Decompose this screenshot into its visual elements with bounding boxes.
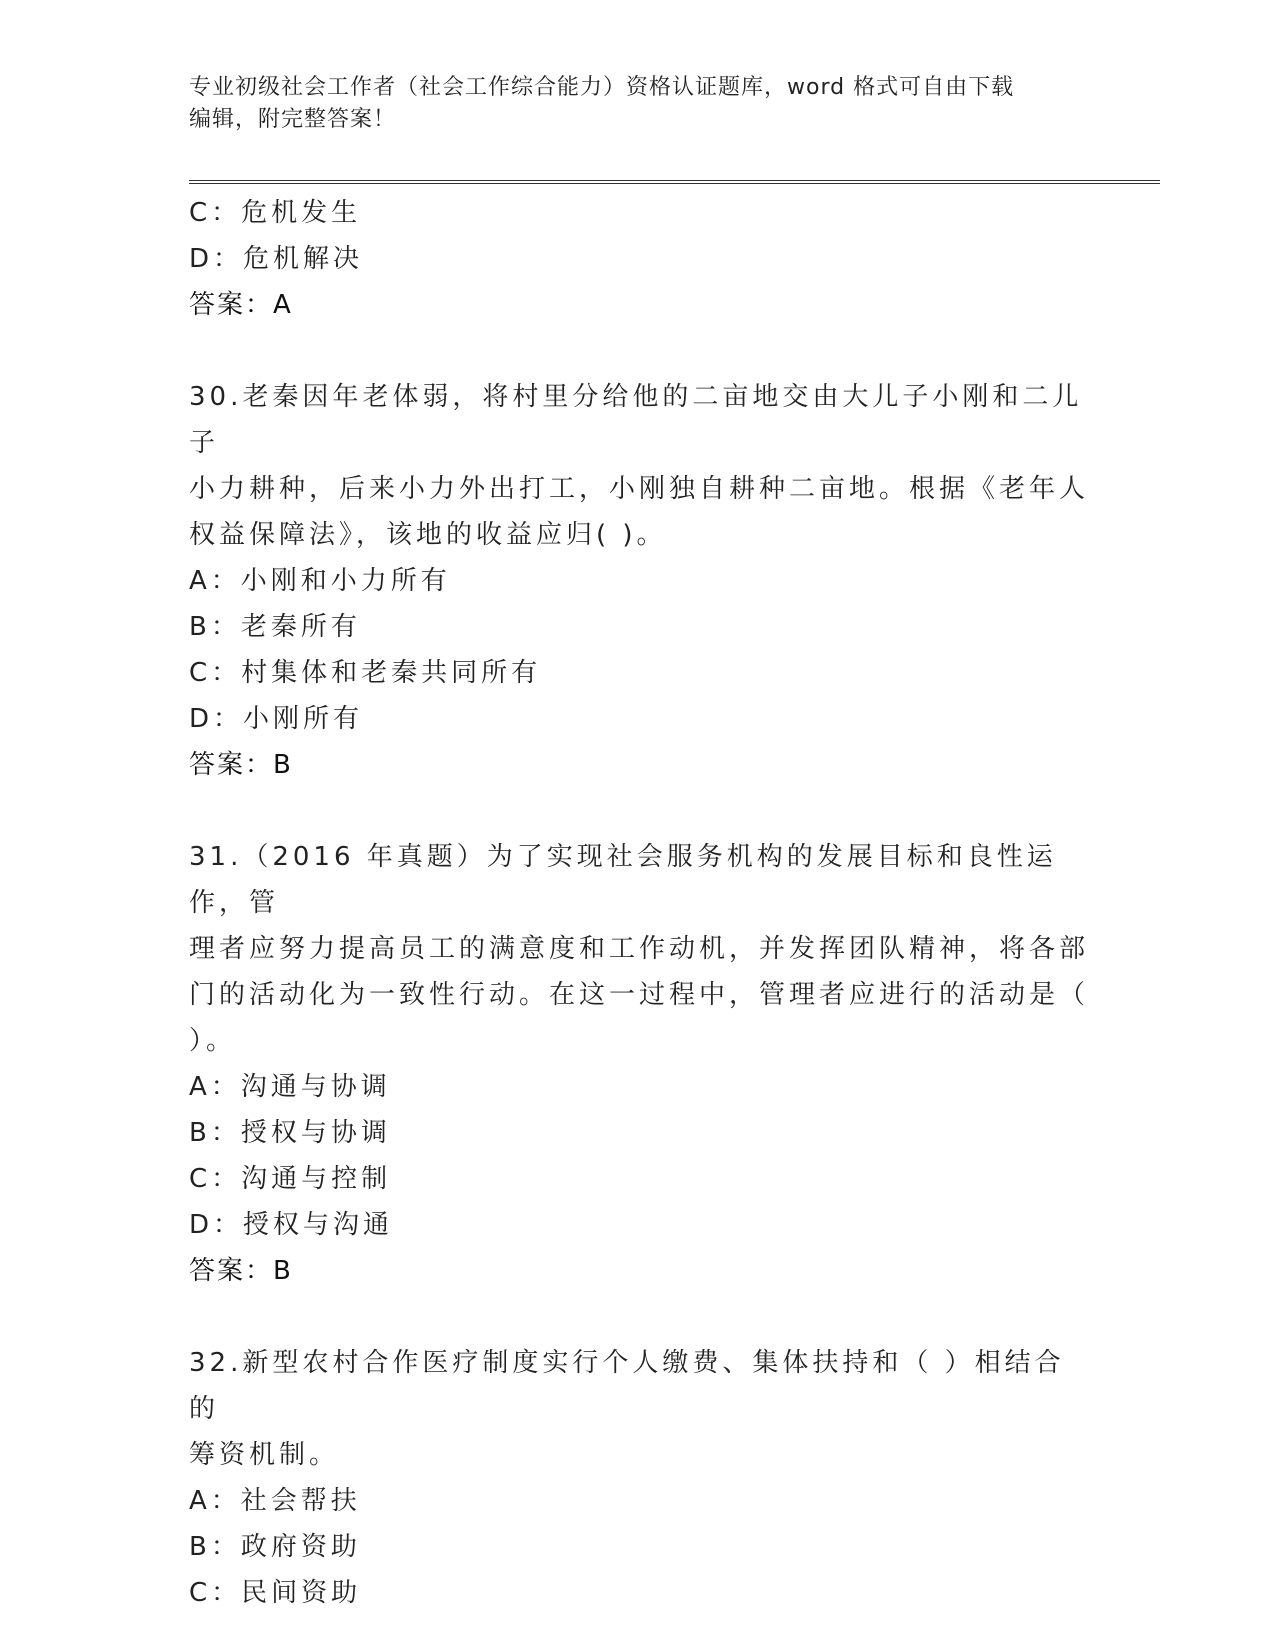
question-partial — [189, 190, 1089, 328]
option-c: C：村集体和老秦共同所有 — [189, 658, 542, 688]
option-c: C：沟通与控制 — [189, 1164, 392, 1194]
question-text-line: 权益保障法》，该地的收益应归( )。 — [189, 520, 667, 550]
option-c: C：民间资助 — [189, 1578, 362, 1608]
option-a: A：小刚和小力所有 — [189, 566, 451, 596]
question-text-line: 30.老秦因年老体弱，将村里分给他的二亩地交由大儿子小刚和二儿子 — [189, 382, 1083, 458]
question-text-line: 31.（2016 年真题）为了实现社会服务机构的发展目标和良性运作，管 — [189, 842, 1057, 918]
question-text-line: 32.新型农村合作医疗制度实行个人缴费、集体扶持和（ ）相结合的 — [189, 1348, 1065, 1424]
question-text-line: 门的活动化为一致性行动。在这一过程中，管理者应进行的活动是（ — [189, 980, 1090, 1010]
question-text-line: 筹资机制。 — [189, 1440, 340, 1470]
header-line-2: 编辑，附完整答案！ — [189, 107, 397, 132]
question-text-line: 小力耕种，后来小力外出打工，小刚独自耕种二亩地。根据《老年人 — [189, 474, 1090, 504]
option-b: B：老秦所有 — [189, 612, 361, 642]
option-a: A：沟通与协调 — [189, 1072, 391, 1102]
header-line-1: 专业初级社会工作者（社会工作综合能力）资格认证题库，word 格式可自由下载 — [189, 75, 1015, 100]
answer-line: 答案：B — [189, 1256, 293, 1286]
page-header — [189, 72, 1089, 136]
option-d: D：危机解决 — [189, 244, 364, 274]
question-text-line: 理者应努力提高员工的满意度和工作动机，并发挥团队精神，将各部 — [189, 934, 1090, 964]
option-b: B：授权与协调 — [189, 1118, 391, 1148]
spacer — [189, 788, 1089, 834]
spacer — [189, 328, 1089, 374]
question-32 — [189, 1340, 1089, 1616]
header-divider — [189, 180, 1160, 184]
option-d: D：小刚所有 — [189, 704, 364, 734]
question-31 — [189, 834, 1089, 1294]
spacer — [189, 1294, 1089, 1340]
option-d: D：授权与沟通 — [189, 1210, 394, 1240]
question-content — [189, 190, 1089, 1616]
question-text-line: ）。 — [189, 1026, 237, 1056]
question-30 — [189, 374, 1089, 788]
option-a: A：社会帮扶 — [189, 1486, 361, 1516]
answer-line: 答案：B — [189, 750, 293, 780]
option-b: B：政府资助 — [189, 1532, 361, 1562]
option-c: C：危机发生 — [189, 198, 362, 228]
answer-line: 答案：A — [189, 290, 293, 320]
